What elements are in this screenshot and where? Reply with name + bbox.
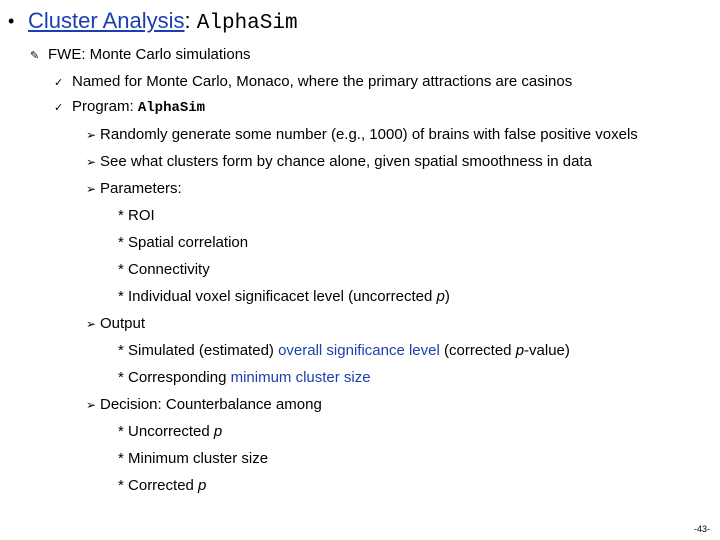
simulated-mid: (corrected [439,342,516,359]
individual-close: ) [444,288,450,305]
bullet-fwe [30,45,251,66]
arrow-icon: ➢ [86,317,97,331]
fwe-text: FWE: Monte Carlo simulations [48,46,251,63]
see-text: See what clusters form by chance alone, given spatial smoothness in data [100,153,592,170]
title-code: AlphaSim [196,12,298,35]
param-individual [118,287,450,307]
title-bullet: • [8,11,15,31]
corrected-text: Corrected [128,477,199,494]
simulated-post: -value) [524,342,570,359]
corrected-p: p [198,477,207,494]
arrow-icon: ➢ [86,182,97,196]
simulated-highlight: overall significance level [278,342,440,359]
output-corresponding [118,368,371,388]
bullet-named [54,72,572,93]
star-marker: * [118,261,124,278]
bullet-randomly [86,125,638,145]
star-marker: * [118,207,124,224]
minimum-text: Minimum cluster size [128,450,269,467]
output-simulated [118,341,570,361]
star-marker: * [118,477,124,494]
bullet-program [54,97,205,118]
decision-text: Decision: Counterbalance among [100,396,322,413]
program-code: AlphaSim [137,100,206,116]
title-link[interactable]: Cluster Analysis [28,8,185,33]
decision-corrected [118,476,206,496]
pencil-icon: ✎ [30,49,40,62]
roi-text: ROI [128,207,155,224]
simulated-p: p [515,342,525,359]
corresponding-highlight: minimum cluster size [230,369,371,386]
bullet-decision [86,395,322,415]
output-text: Output [100,315,146,332]
star-marker: * [118,450,124,467]
uncorrected-p: p [213,423,223,440]
simulated-text: Simulated (estimated) [128,342,279,359]
program-text: Program: [72,98,138,115]
spatial-text: Spatial correlation [128,234,249,251]
randomly-text: Randomly generate some number (e.g., 1000) of brains with false positive voxels [100,126,638,143]
star-marker: * [118,288,124,305]
bullet-parameters [86,179,182,199]
title-colon: : [184,8,191,33]
arrow-icon: ➢ [86,128,97,142]
decision-minimum [118,449,268,469]
bullet-output [86,314,145,334]
page-number: -43- [693,524,710,534]
star-marker: * [118,342,124,359]
named-text: Named for Monte Carlo, Monaco, where the primary attractions are casinos [72,73,573,90]
star-marker: * [118,369,124,386]
arrow-icon: ➢ [86,398,97,412]
bullet-see [86,152,592,172]
uncorrected-text: Uncorrected [128,423,214,440]
decision-uncorrected [118,422,222,442]
param-roi [118,206,155,226]
corresponding-text: Corresponding [128,369,231,386]
param-spatial [118,233,248,253]
star-marker: * [118,423,124,440]
param-connectivity [118,260,210,280]
slide-title [8,6,298,39]
star-marker: * [118,234,124,251]
parameters-text: Parameters: [100,180,182,197]
individual-p: p [436,288,445,305]
individual-text: Individual voxel significacet level (uncorrected [128,288,437,305]
checkmark-icon: ✓ [54,76,64,89]
arrow-icon: ➢ [86,155,97,169]
connectivity-text: Connectivity [128,261,210,278]
checkmark-icon: ✓ [54,101,64,114]
